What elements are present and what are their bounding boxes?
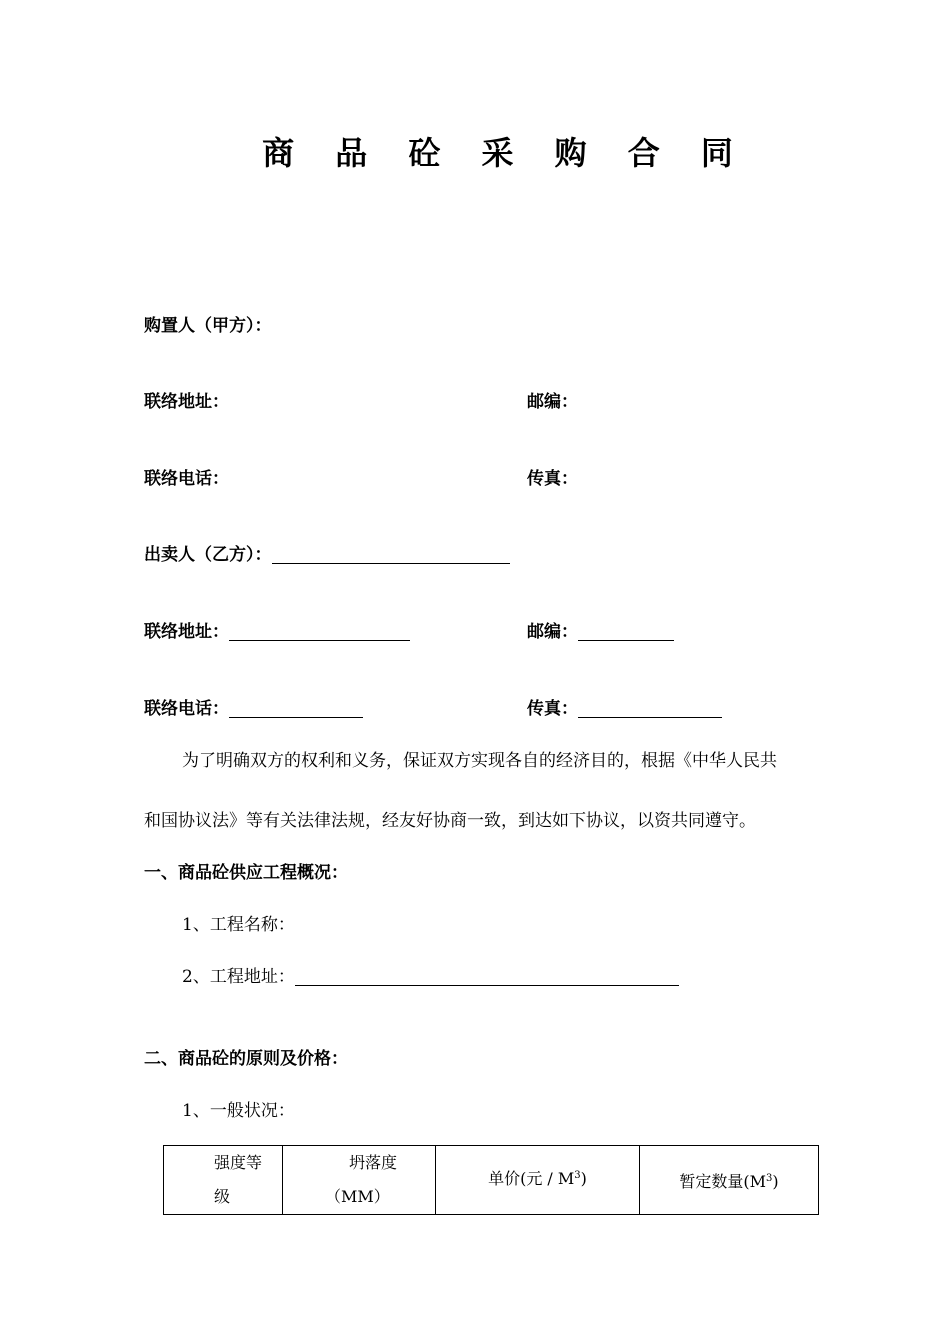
section1-heading: 一、商品砼供应工程概况： bbox=[144, 863, 348, 883]
seller-phone-label: 联络电话： bbox=[144, 699, 229, 719]
header-quantity-sup: 3 bbox=[766, 1172, 773, 1184]
seller-postcode-row bbox=[527, 617, 674, 642]
seller-fax-blank[interactable] bbox=[578, 699, 722, 718]
header-strength-grade bbox=[164, 1146, 283, 1215]
header-unit-price bbox=[436, 1146, 640, 1215]
section2-heading: 二、商品砼的原则及价格： bbox=[144, 1049, 348, 1069]
header-slump-line2: （MM） bbox=[325, 1187, 390, 1206]
buyer-label: 购置人（甲方）： bbox=[144, 316, 272, 336]
seller-phone-row bbox=[144, 694, 363, 719]
header-quantity bbox=[640, 1146, 819, 1215]
section2-item1: 1、一般状况： bbox=[182, 1101, 295, 1121]
seller-fax-label: 传真： bbox=[527, 699, 578, 719]
intro-line-2: 和国协议法》等有关法律法规，经友好协商一致，到达如下协议，以资共同遵守。 bbox=[144, 811, 756, 831]
seller-row bbox=[144, 540, 510, 565]
buyer-postcode-label: 邮编： bbox=[527, 392, 578, 412]
seller-label: 出卖人（乙方）： bbox=[144, 545, 272, 565]
seller-name-blank[interactable] bbox=[272, 545, 510, 564]
seller-address-label: 联络地址： bbox=[144, 622, 229, 642]
seller-address-row bbox=[144, 617, 410, 642]
price-table bbox=[163, 1145, 819, 1215]
seller-phone-blank[interactable] bbox=[229, 699, 363, 718]
intro-line-1: 为了明确双方的权利和义务，保证双方实现各自的经济目的，根据《中华人民共 bbox=[182, 751, 777, 771]
buyer-phone-label: 联络电话： bbox=[144, 469, 229, 489]
seller-postcode-label: 邮编： bbox=[527, 622, 578, 642]
header-quantity-end: ) bbox=[772, 1171, 779, 1191]
section1-item2: 2、工程地址： bbox=[182, 967, 295, 987]
header-unit-price-text: 单价(元 / M bbox=[488, 1168, 575, 1188]
header-unit-price-end: ) bbox=[580, 1168, 587, 1188]
header-slump bbox=[283, 1146, 436, 1215]
buyer-address-label: 联络地址： bbox=[144, 392, 229, 412]
document-title: 商 品 砼 采 购 合 同 bbox=[262, 134, 748, 172]
section1-item1: 1、工程名称： bbox=[182, 915, 295, 935]
project-address-blank[interactable] bbox=[295, 967, 679, 986]
table-header-row bbox=[164, 1146, 819, 1215]
section1-item2-row bbox=[182, 962, 679, 987]
header-strength-line2: 级 bbox=[214, 1187, 231, 1206]
header-strength-line1: 强度等 bbox=[214, 1153, 263, 1172]
seller-postcode-blank[interactable] bbox=[578, 622, 674, 641]
header-unit-price-sup: 3 bbox=[574, 1169, 581, 1181]
header-slump-line1: 坍落度 bbox=[349, 1153, 398, 1172]
seller-address-blank[interactable] bbox=[229, 622, 410, 641]
seller-fax-row bbox=[527, 694, 722, 719]
buyer-fax-label: 传真： bbox=[527, 469, 578, 489]
header-quantity-text: 暂定数量(M bbox=[679, 1171, 766, 1191]
